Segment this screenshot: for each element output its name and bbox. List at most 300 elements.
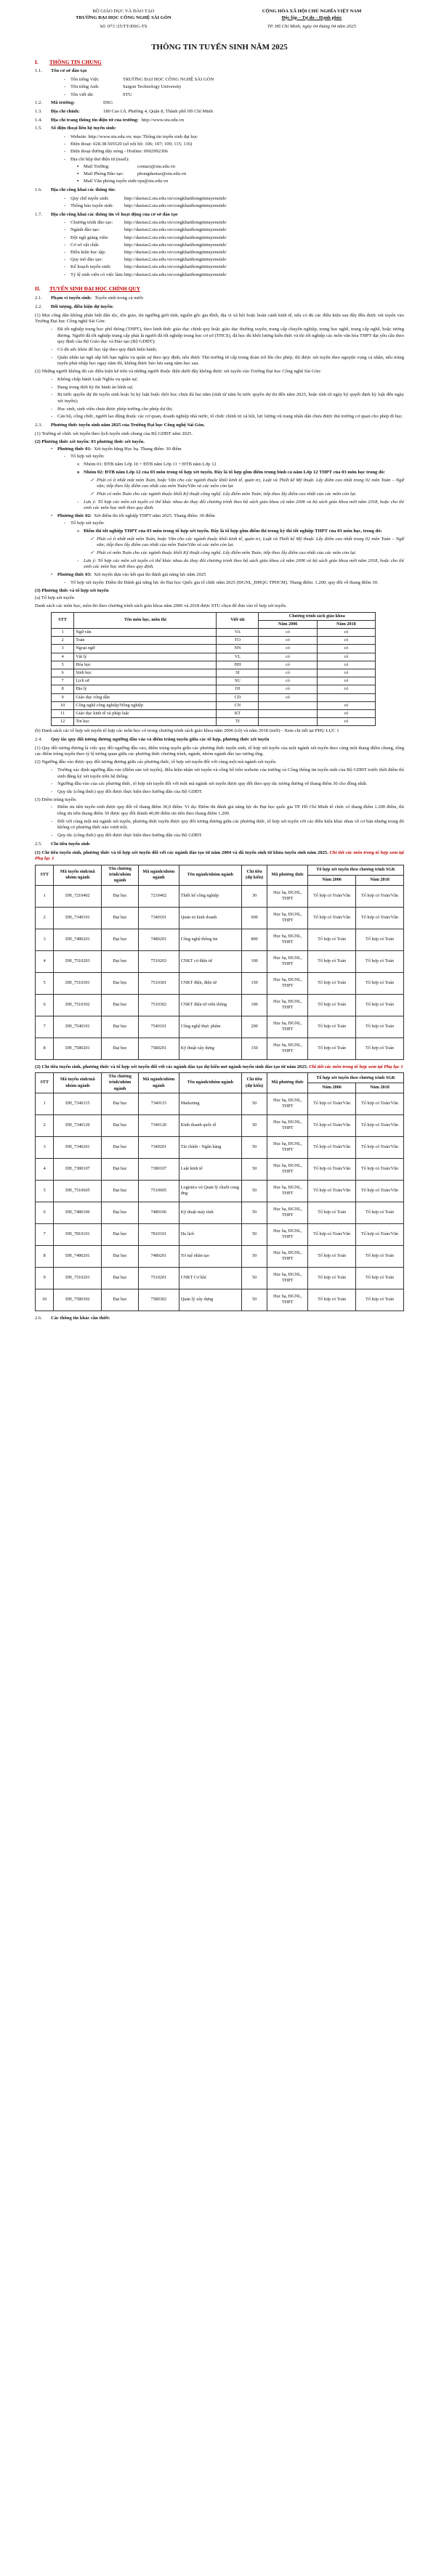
cell-b: có [317, 701, 375, 709]
cell-b [317, 693, 375, 701]
item-title: Địa chỉ công khai các thông tin: [51, 187, 116, 192]
contact-row-text: Điện thoại: 028.38.505520 (số nội bộ: 106; 107; 109; 115; 116) [70, 142, 193, 147]
table-row [36, 1093, 404, 1114]
cell-mon: Sinh học [74, 669, 217, 677]
cell-stt: 9 [36, 1267, 54, 1289]
cell-stt: 6 [52, 669, 74, 677]
activity-info-list [35, 220, 404, 278]
contact-row-text: Địa chỉ hộp thư điện tử (mail): [70, 156, 129, 162]
col-major-name: Tên ngành/nhóm ngành [179, 1073, 241, 1093]
activity-info-row-value[interactable]: http://daotao2.stu.edu.vn/congkhaithongtintuyensinh/ [124, 250, 227, 256]
table-row [36, 1202, 404, 1223]
cell-stt: 11 [52, 709, 74, 717]
cell-tg: Kỹ thuật máy tính [179, 1202, 241, 1223]
cell-mon: Tin học [74, 718, 217, 726]
cell-mn: DH_7510203 [54, 950, 102, 972]
cell-ct: 50 [241, 1180, 267, 1202]
method-1-subnote-text: Phải có ít nhất một môn Toán, hoặc Văn cho các ngành thuộc khối kinh tế, quản trị, Luật và Thiết kế Mỹ thuật. Lấy điểm cao nhất trong 02 môn Toán – Ngữ văn; tiếp theo lấy điểm cao nhất của môn Toán/Văn và các môn còn lại. [97, 477, 404, 489]
item-number: 1.3. [35, 108, 42, 114]
bullet: - [51, 326, 53, 332]
mail-row-value[interactable]: phongdaotao@stu.edu.vn [137, 171, 187, 177]
public-info-row-label: Quy chế tuyển sinh: [70, 195, 109, 201]
school-name: TRƯỜNG ĐẠI HỌC CÔNG NGHỆ SÀI GÒN [76, 15, 171, 20]
quota-caption-2-text: (2) Chỉ tiêu tuyển sinh, phương thức và tổ hợp xét tuyển đối với các ngành đào tạo dự kiến mở ngành tuyển sinh đào tạo từ năm 2025. [35, 1064, 308, 1069]
cell-ma: VL [217, 653, 259, 661]
cell-tg: Tài chính - Ngân hàng [179, 1136, 241, 1158]
table-row [52, 645, 376, 653]
cell-b: có [317, 709, 375, 717]
school-name-row-label: Tên tiếng Anh: [70, 84, 100, 90]
combo-sub-b: (b) Danh sách các tổ hợp xét tuyển tổ hợp các môn học có trong chương trình sách giáo khoa năm 2006 (cũ) và năm 2018 (mới) - Xem chi tiết tại PHỤ LỤC 1 [35, 728, 339, 734]
cell-a: Tổ hợp có Toán/Văn [308, 1223, 356, 1245]
score-item-text: Đối với cùng một mã ngành xét tuyển, phương thức tuyển được quy đổi tương đương giữa các phương thức, tổ hợp xét tuyển với các điều kiện khác nhau về cơ bản nhưng trong đó không có phương thức nào vượt trội. [57, 818, 404, 831]
cell-pt: Học bạ, ĐGNL, THPT [267, 1180, 308, 1202]
cell-mon: Địa lý [74, 685, 217, 693]
cell-stt: 5 [36, 1180, 54, 1202]
cell-tn: Đại học [102, 885, 139, 907]
table-row [52, 669, 376, 677]
conversion-list [35, 767, 404, 796]
cell-ma: SI [217, 669, 259, 677]
col-2006: Năm 2006 [308, 1083, 356, 1093]
item-number: 2.2. [35, 303, 42, 309]
contact-row [35, 149, 404, 155]
bullet: - [51, 392, 53, 398]
cell-ct: 150 [241, 972, 267, 994]
quota-caption-1-link: Chi tiết các môn trong tổ hợp xem tại Phụ lục 1 [35, 849, 404, 862]
bullet: - [64, 195, 66, 201]
cell-b: Tổ hợp có Toán [356, 972, 404, 994]
cell-mg: 7510201 [138, 1267, 179, 1289]
document-number: Số: 073 /25/TT-ĐSG-TS [100, 24, 148, 30]
col-quota: Chỉ tiêu (dự kiến) [241, 865, 267, 885]
conversion-item [35, 767, 404, 780]
activity-info-row-value[interactable]: http://daotao2.stu.edu.vn/congkhaithongtintuyensinh/ [124, 220, 227, 226]
cell-mn: DH_7480201 [54, 1245, 102, 1267]
cell-tn: Đại học [102, 1223, 139, 1245]
method-1-combo-text: Tổ hợp xét tuyển: [70, 454, 105, 460]
bullet: ✓ [90, 550, 94, 556]
cell-mon: Vật lý [74, 653, 217, 661]
cell-pt: Học bạ, ĐGNL, THPT [267, 929, 308, 950]
activity-info-row [35, 235, 404, 242]
cell-b: có [317, 629, 375, 637]
mail-row-label: Mail Văn phòng tuyển sinh: [84, 179, 137, 184]
activity-info-row-value[interactable]: http://daotao2.stu.edu.vn/congkhaithongtintuyensinh/ [124, 257, 227, 263]
method-2-subnote [35, 537, 404, 549]
table-row [52, 718, 376, 726]
cell-mg: 7580302 [138, 1289, 179, 1311]
cell-pt: Học bạ, ĐGNL, THPT [267, 972, 308, 994]
cell-mn: DH_7480201 [54, 929, 102, 950]
cell-stt: 8 [52, 685, 74, 693]
table-row [52, 653, 376, 661]
eligibility-item-text: Có đủ sức khỏe để học tập theo quy định hiện hành; [57, 347, 158, 353]
country-motto: Độc lập – Tự do – Hạnh phúc [281, 15, 342, 20]
cell-a [259, 709, 317, 717]
activity-info-row [35, 250, 404, 256]
bullet: - [51, 376, 53, 382]
cell-a: Tổ hợp có Toán/Văn [308, 1158, 356, 1180]
col-2006: Năm 2006 [259, 620, 317, 628]
country-name: CỘNG HÒA XÃ HỘI CHỦ NGHĨA VIỆT NAM [262, 9, 362, 14]
method-1-subnote [35, 492, 404, 498]
cell-a: có [259, 645, 317, 653]
method-1-subnote [35, 478, 404, 490]
method-1-groups [35, 462, 404, 476]
col-major-code: Mã ngành/nhóm ngành [138, 865, 179, 885]
cell-pt: Học bạ, ĐGNL, THPT [267, 1158, 308, 1180]
cell-a: Tổ hợp có Toán [308, 1016, 356, 1038]
bullet: ▪ [77, 171, 79, 177]
ineligible-list [35, 377, 404, 420]
cell-ma: TO [217, 637, 259, 645]
method-1-subnote-text: Phải có môn Toán cho các ngành thuộc khối Kỹ thuật công nghệ. Lấy điểm môn Toán; tiếp theo lấy điểm cao nhất của các môn còn lại. [97, 491, 357, 497]
cell-tn: Đại học [102, 1038, 139, 1059]
cell-ma: KT [217, 709, 259, 717]
cell-a: Tổ hợp có Toán [308, 1267, 356, 1289]
cell-pt: Học bạ, ĐGNL, THPT [267, 994, 308, 1016]
cell-stt: 1 [52, 629, 74, 637]
cell-a: Tổ hợp có Toán/Văn [308, 1180, 356, 1202]
bullet: - [51, 788, 53, 794]
bullet: ▪ [77, 179, 79, 184]
section-2-heading [35, 285, 404, 293]
cell-ct: 600 [241, 907, 267, 929]
contact-row [35, 157, 404, 163]
col-stt: STT [36, 1073, 54, 1093]
cell-a: có [259, 637, 317, 645]
table-row [36, 1158, 404, 1180]
conversion-item-text: Ngưỡng đầu vào của các phương thức, tổ hợp xét tuyển đối với một mã ngành xét tuyển được quy đổi theo quy tắc tương đương về thang điểm 30 cho đồng nhất. [57, 781, 368, 787]
cell-pt: Học bạ, ĐGNL, THPT [267, 1289, 308, 1311]
cell-b: Tổ hợp có Toán [356, 994, 404, 1016]
item-2-3 [35, 423, 404, 429]
activity-info-row-value[interactable]: http://daotao2.stu.edu.vn/congkhaithongtintuyensinh/ [124, 235, 227, 240]
cell-b: có [317, 685, 375, 693]
bullet: - [51, 781, 53, 787]
activity-info-row-label: Quy mô đào tạo: [70, 257, 103, 263]
school-name-row [35, 92, 404, 99]
cell-b: Tổ hợp có Toán [356, 1289, 404, 1311]
table-row [36, 929, 404, 950]
cell-mon: Hóa học [74, 661, 217, 669]
ineligible-item-text: Học sinh, sinh viên chưa được phép trường cho phép dự thi; [57, 406, 173, 412]
eligibility-item-text: Quân nhân tại ngũ sắp hết hạn nghĩa vụ quân sự theo quy định, nếu được Thủ trưởng từ cấp trung đoàn trở lên cho phép, thì được xét tuyển theo nguyện vọng cá nhân, nếu trúng tuyển phải nhập học ngay năm đó, không được bảo lưu sang năm học sau. [57, 354, 404, 367]
cell-a: Tổ hợp có Toán/Văn [308, 1114, 356, 1136]
method-2-group-text: Điểm thi tốt nghiệp THPT của 03 môn trong tổ hợp xét tuyển. Đây là tổ hợp gồm điểm thi trong kỳ thi tốt nghiệp THPT của 03 môn học, trong đó: [84, 528, 382, 534]
activity-info-row [35, 272, 404, 279]
school-name-row-label: Tên viết tắt: [70, 91, 94, 97]
mails-list [35, 164, 404, 185]
cell-b: có [317, 637, 375, 645]
table-row [52, 637, 376, 645]
cell-mon: Ngoại ngữ [74, 645, 217, 653]
cell-mg: 7810101 [138, 1223, 179, 1245]
header-right [219, 9, 404, 30]
cell-tg: CNKT cơ điện tử [179, 950, 241, 972]
cell-stt: 5 [52, 661, 74, 669]
bullet: ✓ [90, 491, 94, 497]
item-number: 2.4. [35, 737, 42, 742]
activity-info-row-label: Điều kiện học tập: [70, 250, 106, 256]
method-1-group [35, 470, 404, 476]
method-1: • Phương thức 01: Xét tuyển bằng Học bạ. Thang điểm: 30 điểm [51, 447, 182, 452]
document-date: TP. Hồ Chí Minh, ngày 04 tháng 04 năm 2025 [267, 24, 357, 30]
eligibility-item [35, 347, 404, 354]
cell-a [259, 701, 317, 709]
bullet: - [64, 264, 66, 270]
method-2-desc: Xét điểm thi tốt nghiệp THPT năm 2025. Thang điểm: 30 điểm [94, 513, 215, 519]
conversion-item [35, 781, 404, 788]
cell-mn: DH_7510302 [54, 994, 102, 1016]
item-value: 180 Cao Lỗ, Phường 4, Quận 8, Thành phố Hồ Chí Minh [103, 108, 213, 114]
cell-tn: Đại học [102, 1158, 139, 1180]
mail-row [35, 171, 404, 178]
item-title: Phương thức tuyển sinh năm 2025 của Trường Đại học Công nghệ Sài Gòn. [51, 423, 205, 428]
cell-b: Tổ hợp có Toán [356, 1245, 404, 1267]
activity-info-row-value[interactable]: http://daotao2.stu.edu.vn/congkhaithongtintuyensinh/ [124, 272, 227, 277]
cell-pt: Học bạ, ĐGNL, THPT [267, 1136, 308, 1158]
eligibility-item [35, 327, 404, 346]
method-3-combo-text: Tổ hợp xét tuyển: Điểm thi Đánh giá năng lực do Đại học Quốc gia tổ chức năm 2025 (ĐGNL_ĐHQG TPHCM). Thang điểm: 1.200; quy đổi về thang điểm 30. [70, 579, 379, 585]
document-title: THÔNG TIN TUYỂN SINH NĂM 2025 [151, 43, 288, 52]
bullet: - [64, 156, 66, 162]
cell-ma: SU [217, 677, 259, 685]
bullet: ▪ [77, 163, 79, 169]
item-1-2 [35, 100, 404, 107]
table-row [36, 1038, 404, 1059]
cell-a: Tổ hợp có Toán [308, 929, 356, 950]
col-combo: Tổ hợp xét tuyển theo chương trình SGK [308, 865, 404, 875]
bullet: - [64, 235, 66, 240]
cell-a: có [259, 629, 317, 637]
table-row [52, 661, 376, 669]
cell-b: Tổ hợp có Toán [356, 1202, 404, 1223]
cell-stt: 12 [52, 718, 74, 726]
website-link[interactable]: http://www.stu.edu.vn [141, 117, 185, 123]
table-row [36, 1245, 404, 1267]
cell-tn: Đại học [102, 994, 139, 1016]
cell-mon: Giáo dục công dân [74, 693, 217, 701]
item-number: 1.5. [35, 126, 42, 131]
method-1-desc: Xét tuyển bằng Học bạ. Thang điểm: 30 điểm [94, 447, 182, 452]
school-name-row-value: STU [123, 91, 132, 97]
public-info-row-value[interactable]: http://daotao2.stu.edu.vn/congkhaithongtintuyensinh/ [124, 195, 227, 201]
cell-pt: Học bạ, ĐGNL, THPT [267, 1267, 308, 1289]
school-name-row-label: Tên tiếng Việt: [70, 77, 100, 83]
cell-mn: DH_7380107 [54, 1158, 102, 1180]
conversion-item [35, 789, 404, 796]
table-row [52, 701, 376, 709]
header-left [35, 9, 212, 30]
score-item-text: Điểm ưu tiên tuyển sinh được quy đổi về thang điểm 30,0 điểm. Vì dụ: Điểm thi đánh giá năng lực do Đại học quốc gia TP. Hồ Chí Minh tổ chức có thang điểm 1.200 điểm, thì tổng ưu tiên thang điểm 30 được quy đổi thành 40,00 điểm ưu tiên theo thang điểm 1.200. [57, 804, 404, 817]
combo-sub-a: (a) Tổ hợp xét tuyển [35, 595, 74, 601]
activity-info-row [35, 227, 404, 234]
mail-row-label: Mail Phòng Đào tạo: [84, 171, 124, 177]
item-number: 1.6. [35, 187, 42, 192]
method-1-note-text: Lưu ý: Tổ hợp các môn xét tuyển có thể khác nhau do thay đổi chương trình theo bộ sách giáo khoa cũ năm 2006 và bộ sách giáo khoa mới năm 2018, hoặc cho thí sinh các môn học mới theo quy định. [84, 499, 404, 511]
score-item [35, 819, 404, 831]
cell-tg: Công nghệ thực phẩm [179, 1016, 241, 1038]
cell-pt: Học bạ, ĐGNL, THPT [267, 1114, 308, 1136]
col-code: Viết tắt [217, 612, 259, 628]
cell-pt: Học bạ, ĐGNL, THPT [267, 1245, 308, 1267]
ineligible-item [35, 407, 404, 413]
cell-ma: NN [217, 645, 259, 653]
score-item [35, 804, 404, 817]
item-number: 1.4. [35, 117, 42, 123]
item-1-5 [35, 126, 404, 132]
table-row [36, 994, 404, 1016]
section-1-heading [35, 59, 404, 66]
cell-b: Tổ hợp có Toán [356, 1016, 404, 1038]
method-2-group: o Điểm thi tốt nghiệp THPT của 03 môn trong tổ hợp xét tuyển. Đây là tổ hợp gồm điểm thi trong kỳ thi tốt nghiệp THPT của 03 môn học, trong đó: [77, 528, 382, 534]
activity-info-row-value[interactable]: http://daotao2.stu.edu.vn/congkhaithongtintuyensinh/ [124, 227, 227, 233]
public-info-row-value[interactable]: http://daotao2.stu.edu.vn/congkhaithongtintuyensinh/ [124, 203, 227, 208]
activity-info-row-value[interactable]: http://daotao2.stu.edu.vn/congkhaithongtintuyensinh/ [124, 242, 227, 248]
bullet: - [64, 91, 66, 97]
cell-ct: 50 [241, 1223, 267, 1245]
method-1-combo-label: - Tổ hợp xét tuyển: [64, 454, 105, 460]
bullet: - [51, 406, 53, 412]
item-title: Số điện thoại liên hệ tuyển sinh: [51, 126, 116, 131]
item-title: Mã trường: [51, 100, 76, 106]
cell-mn: DH_7340101 [54, 907, 102, 929]
cell-mn: DH_7510201 [54, 1267, 102, 1289]
cell-mon: Lịch sử [74, 677, 217, 685]
cell-a: Tổ hợp có Toán/Văn [308, 1136, 356, 1158]
item-2-2 [35, 304, 404, 311]
cell-a: Tổ hợp có Toán [308, 1289, 356, 1311]
method-3-desc: Xét tuyển dựa vào kết quả thi đánh giá năng lực năm 2025 [94, 572, 206, 578]
item-title: Địa chỉ chính: [51, 108, 80, 114]
cell-stt: 4 [36, 1158, 54, 1180]
quota-table-new [35, 1072, 404, 1311]
cell-a: Tổ hợp có Toán [308, 972, 356, 994]
mail-row-value[interactable]: vps@stu.edu.vn [137, 179, 169, 184]
activity-info-row-label: Ngành đào tạo: [70, 227, 100, 233]
method-2-subnote-text: Phải có ít nhất một môn Toán, hoặc Văn cho các ngành thuộc khối kinh tế, quản trị, Luật và Thiết kế Mỹ thuật. Lấy điểm cao nhất trong 02 môn Toán – Ngữ văn; tiếp theo lấy điểm cao nhất của môn Toán/Văn và các môn còn lại. [97, 536, 404, 548]
cell-b: có [317, 718, 375, 726]
item-number: 2.3. [35, 423, 42, 428]
cell-b: có [317, 677, 375, 685]
cell-tn: Đại học [102, 929, 139, 950]
activity-info-row [35, 257, 404, 264]
col-group-code: Mã tuyển sinh/mã nhóm ngành [54, 1073, 102, 1093]
contacts-list [35, 134, 404, 163]
cell-pt: Học bạ, ĐGNL, THPT [267, 1016, 308, 1038]
col-stt: STT [36, 865, 54, 885]
cell-mon: Toán [74, 637, 217, 645]
cell-tg: Kinh doanh quốc tế [179, 1114, 241, 1136]
item-1-4 [35, 118, 404, 124]
cell-a: Tổ hợp có Toán [308, 1038, 356, 1059]
cell-tn: Đại học [102, 1093, 139, 1114]
item-2-1 [35, 295, 404, 302]
bullet: - [64, 134, 66, 140]
method-3: • Phương thức 03: Xét tuyển dựa vào kết quả thi đánh giá năng lực năm 2025 [51, 572, 206, 578]
eligibility-item [35, 355, 404, 367]
table-row [52, 629, 376, 637]
method-2-subnote-text: Phải có môn Toán cho các ngành thuộc khối Kỹ thuật công nghệ. Lấy điểm môn Toán; tiếp theo lấy điểm cao nhất của các môn còn lại. [97, 550, 357, 556]
bullet: - [64, 242, 66, 248]
cell-b: Tổ hợp có Toán/Văn [356, 1158, 404, 1180]
cell-ct: 50 [241, 1093, 267, 1114]
method-2-combo-text: Tổ hợp xét tuyển: [70, 521, 105, 526]
col-subject: Tên môn học, môn thi [74, 612, 217, 628]
ineligible-item [35, 392, 404, 404]
table-row [36, 972, 404, 994]
cell-a: có [259, 669, 317, 677]
cell-pt: Học bạ, ĐGNL, THPT [267, 1223, 308, 1245]
cell-mon: Công nghệ công nghiệp/Nông nghiệp [74, 701, 217, 709]
method-2-subnote [35, 550, 404, 557]
cell-mg: 7340101 [138, 907, 179, 929]
col-curriculum: Chương trình sách giáo khoa [259, 612, 376, 620]
bullet: - [51, 384, 53, 390]
cell-mn: DH_7510301 [54, 972, 102, 994]
cell-a: Tổ hợp có Toán/Văn [308, 1093, 356, 1114]
cell-ct: 800 [241, 929, 267, 950]
item-number: 2.6. [35, 1315, 42, 1321]
cell-a: Tổ hợp có Toán [308, 994, 356, 1016]
bullet: - [64, 203, 66, 208]
eligibility-paragraph: (1) Mọi công dân không phân biệt dân tộc, tôn giáo, tín ngưỡng giới tính, nguồn gốc gia đình, địa vị xã hội hoặc hoàn cảnh kinh tế, nếu có đủ các điều kiện sau đây đều được xét tuyển vào Trường Đại học Công nghệ Sài Gòn: [35, 312, 404, 325]
activity-info-row [35, 242, 404, 249]
cell-ct: 50 [241, 1136, 267, 1158]
cell-stt: 2 [36, 1114, 54, 1136]
mail-row-value[interactable]: contact@stu.edu.vn [137, 163, 176, 169]
item-title: Phạm vi tuyển sinh: [51, 295, 92, 301]
section-title: TUYỂN SINH ĐẠI HỌC CHÍNH QUY [49, 285, 141, 293]
cell-ct: 200 [241, 1016, 267, 1038]
activity-info-row-label: Đội ngũ giảng viên: [70, 235, 109, 240]
cell-stt: 3 [36, 929, 54, 950]
cell-stt: 7 [36, 1223, 54, 1245]
table-row [36, 950, 404, 972]
bullet: - [64, 272, 66, 277]
document-header [35, 9, 404, 30]
cell-tg: CNKT điện tử viễn thông [179, 994, 241, 1016]
cell-mn: DH_7210402 [54, 885, 102, 907]
cell-mon: Giáo dục kinh tế và pháp luật [74, 709, 217, 717]
school-name-row-value: TRƯỜNG ĐẠI HỌC CÔNG NGHỆ SÀI GÒN [123, 77, 214, 83]
score-item [35, 833, 404, 839]
cell-stt: 8 [36, 1038, 54, 1059]
table-row [36, 1223, 404, 1245]
bullet: - [51, 833, 53, 839]
cell-mn: DH_7810101 [54, 1223, 102, 1245]
item-1-1 [35, 68, 404, 75]
bullet: - [64, 227, 66, 233]
cell-mg: 7340201 [138, 1136, 179, 1158]
item-1-6 [35, 187, 404, 194]
cell-stt: 1 [36, 1093, 54, 1114]
combo-desc: Danh sách các môn học, môn thi theo chương trình sách giáo khoa năm 2006 và 2018 được STU chọn để đưa vào tổ hợp xét tuyển. [35, 603, 287, 608]
bullet: - [64, 142, 66, 147]
cell-ct: 50 [241, 1158, 267, 1180]
activity-info-row [35, 264, 404, 271]
cell-b: Tổ hợp có Toán [356, 950, 404, 972]
cell-tg: Trí tuệ nhân tạo [179, 1245, 241, 1267]
cell-pt: Học bạ, ĐGNL, THPT [267, 907, 308, 929]
cell-mn: DH_7580302 [54, 1289, 102, 1311]
table-row [52, 709, 376, 717]
activity-info-row-value[interactable]: http://daotao2.stu.edu.vn/congkhaithongtintuyensinh/ [124, 264, 227, 270]
method-2-combo-label: - Tổ hợp xét tuyển: [64, 521, 105, 526]
method-1-note: - Lưu ý: Tổ hợp các môn xét tuyển có thể khác nhau do thay đổi chương trình theo bộ sách giáo khoa cũ năm 2006 và bộ sách giáo khoa mới năm 2018, hoặc cho thí sinh các môn học mới theo quy định. [77, 499, 404, 511]
